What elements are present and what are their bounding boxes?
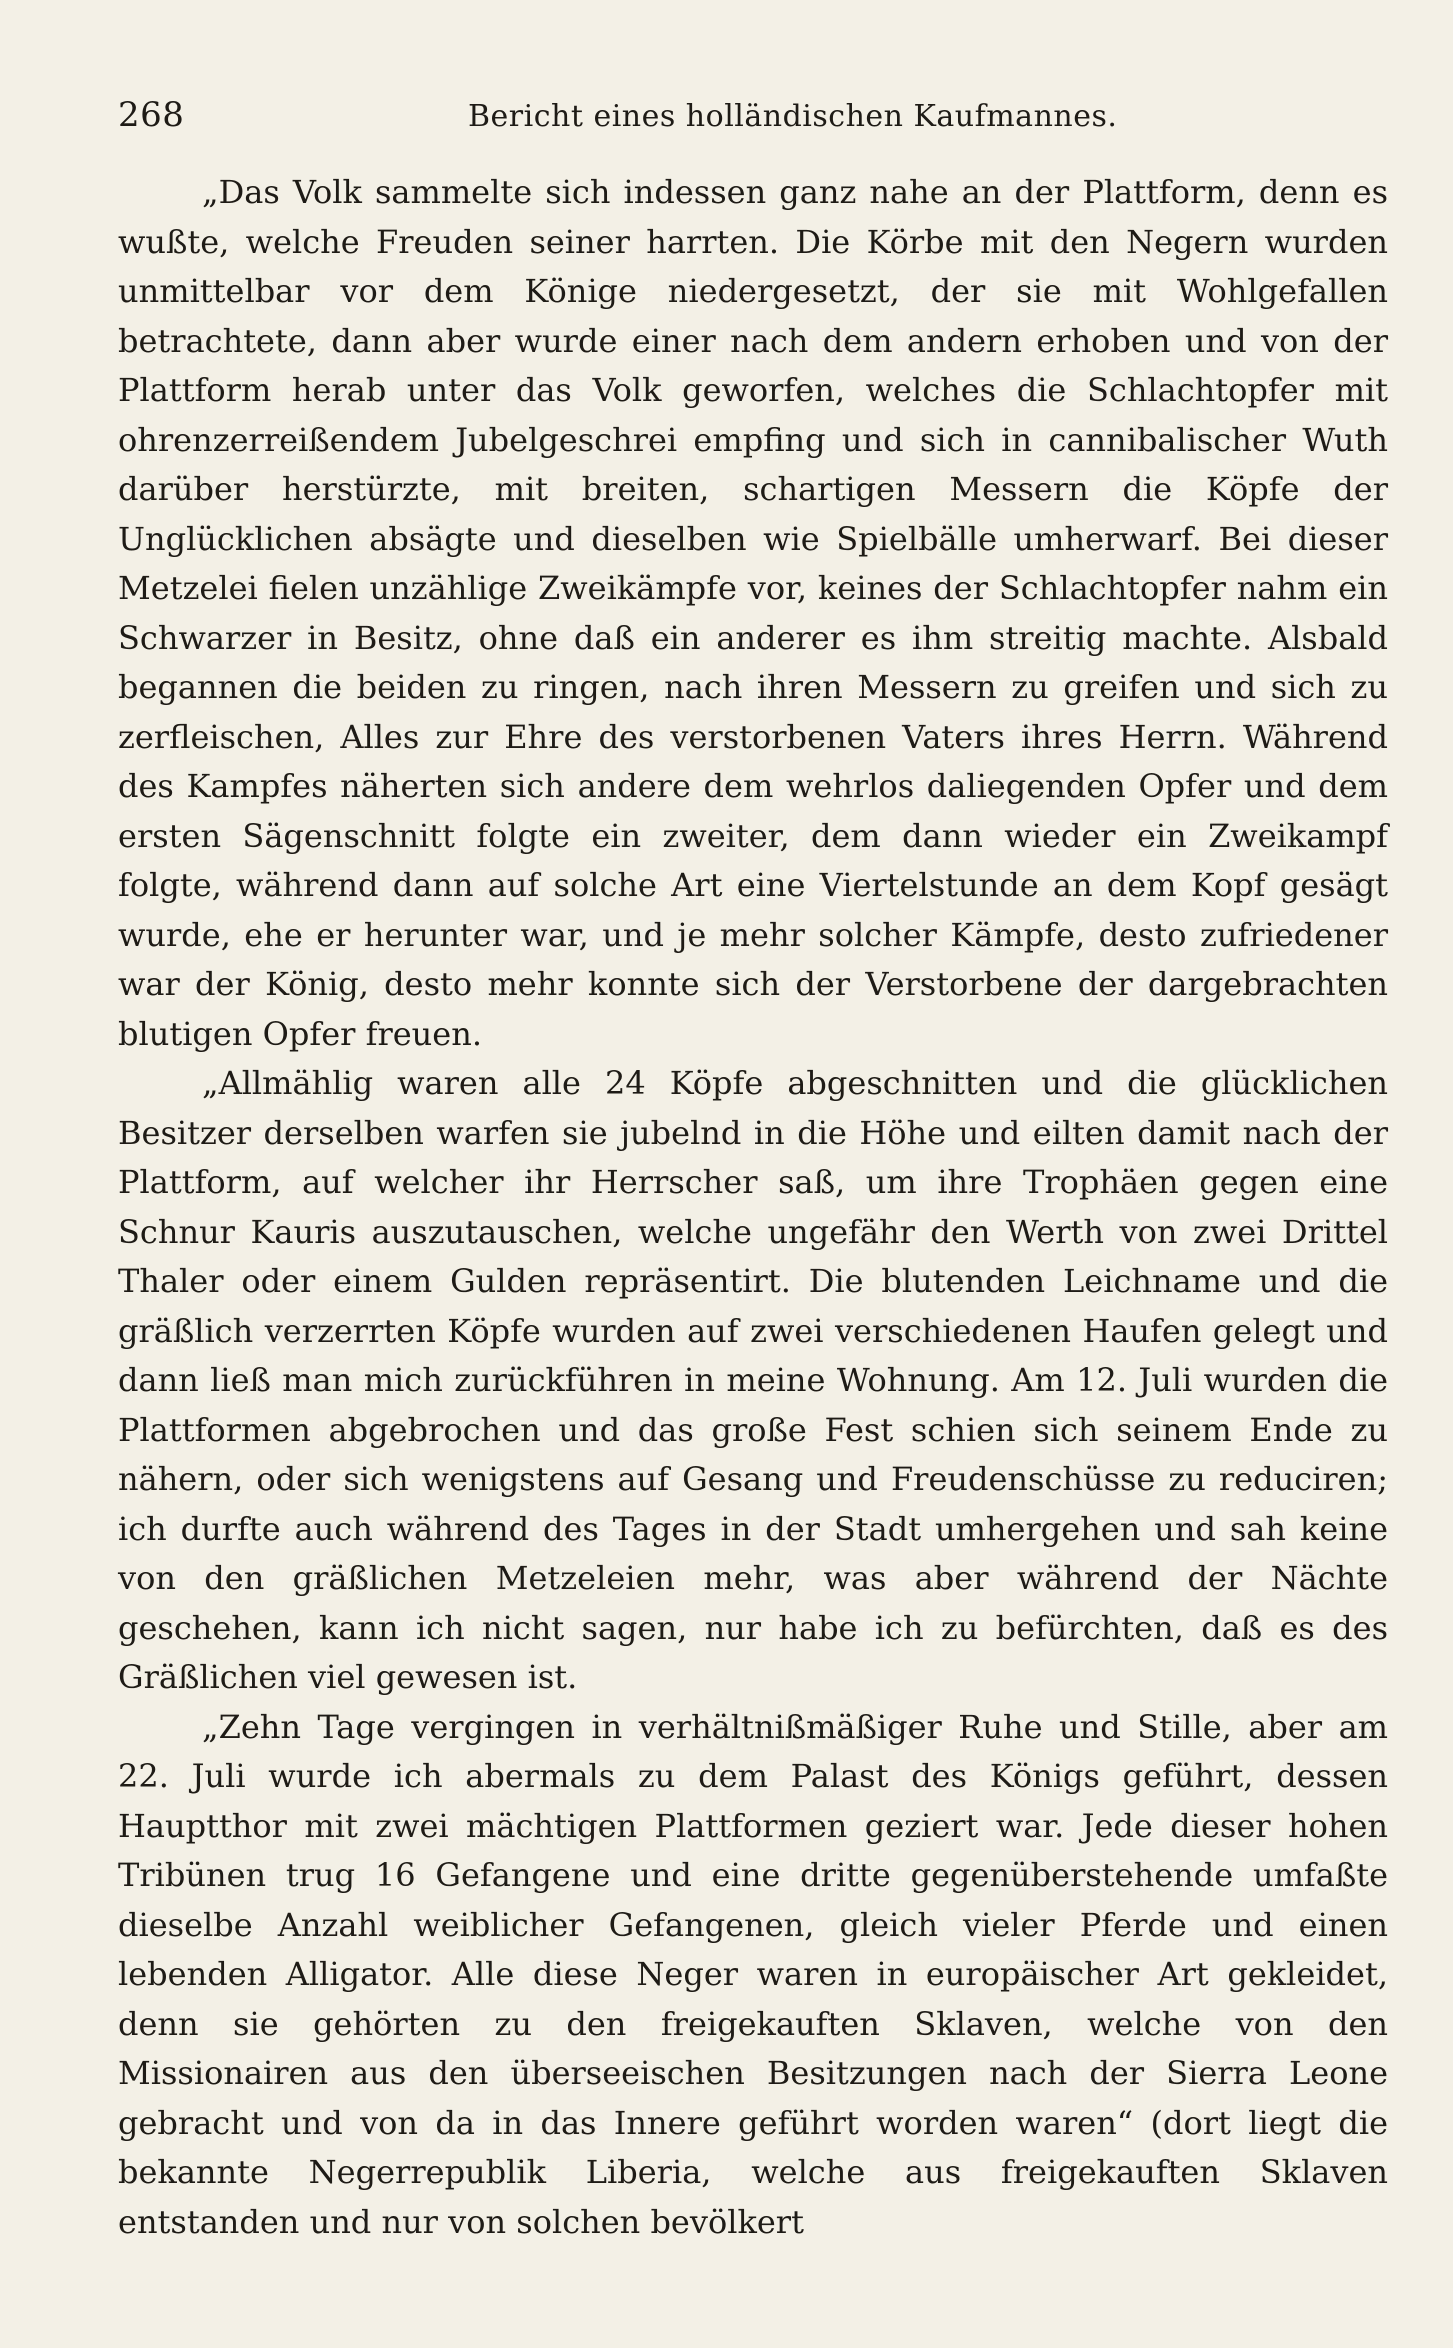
running-head: Bericht eines holländischen Kaufmannes. (468, 99, 1118, 134)
paragraph-2: „Allmählig waren alle 24 Köpfe abgeschnitten und die glücklichen Besitzer derselben warfen sie jubelnd in die Höhe und eilten damit nach der Plattform, auf welcher ihr Herrscher saß, um ihre Trophäen gegen eine Schnur Kauris auszutauschen, welche ungefähr den Werth von zwei Drittel Thaler oder einem Gulden repräsentirt. Die blutenden Leichname und die gräßlich verzerrten Köpfe wurden auf zwei verschiedenen Haufen gelegt und dann ließ man mich zurückführen in meine Wohnung. Am 12. Juli wurden die Plattformen abgebrochen und das große Fest schien sich seinem Ende zu nähern, oder sich wenigstens auf Gesang und Freudenschüsse zu reduciren; ich durfte auch während des Tages in der Stadt umhergehen und sah keine von den gräßlichen Metzeleien mehr, was aber während der Nächte geschehen, kann ich nicht sagen, nur habe ich zu befürchten, daß es des Gräßlichen viel gewesen ist. (118, 1064, 1388, 1696)
page-header (118, 95, 1388, 145)
paragraph-1: „Das Volk sammelte sich indessen ganz nahe an der Plattform, denn es wußte, welche Freuden seiner harrten. Die Körbe mit den Negern wurden unmittelbar vor dem Könige niedergesetzt, der sie mit Wohlgefallen betrachtete, dann aber wurde einer nach dem andern erhoben und von der Plattform herab unter das Volk geworfen, welches die Schlachtopfer mit ohrenzerreißendem Jubelgeschrei empfing und sich in cannibalischer Wuth darüber herstürzte, mit breiten, schartigen Messern die Köpfe der Unglücklichen absägte und dieselben wie Spielbälle umherwarf. Bei dieser Metzelei fielen unzählige Zweikämpfe vor, keines der Schlachtopfer nahm ein Schwarzer in Besitz, ohne daß ein anderer es ihm streitig machte. Alsbald begannen die beiden zu ringen, nach ihren Messern zu greifen und sich zu zerfleischen, Alles zur Ehre des verstorbenen Vaters ihres Herrn. Während des Kampfes näherten sich andere dem wehrlos daliegenden Opfer und dem ersten Sägenschnitt folgte ein zweiter, dem dann wieder ein Zweikampf folgte, während dann auf solche Art eine Viertelstunde an dem Kopf gesägt wurde, ehe er herunter war, und je mehr solcher Kämpfe, desto zufriedener war der König, desto mehr konnte sich der Verstorbene der dargebrachten blutigen Opfer freuen. (118, 173, 1388, 1053)
paragraph-3: „Zehn Tage vergingen in verhältnißmäßiger Ruhe und Stille, aber am 22. Juli wurde ich abermals zu dem Palast des Königs geführt, dessen Hauptthor mit zwei mächtigen Plattformen geziert war. Jede dieser hohen Tribünen trug 16 Gefangene und eine dritte gegenüberstehende umfaßte dieselbe Anzahl weiblicher Gefangenen, gleich vieler Pferde und einen lebenden Alligator. Alle diese Neger waren in europäischer Art gekleidet, denn sie gehörten zu den freigekauften Sklaven, welche von den Missionairen aus den überseeischen Besitzungen nach der Sierra Leone gebracht und von da in das Innere geführt worden waren“ (dort liegt die bekannte Negerrepublik Liberia, welche aus freigekauften Sklaven entstanden und nur von solchen bevölkert (118, 1707, 1388, 2241)
body-text (118, 168, 1388, 2247)
page-number: 268 (118, 95, 185, 135)
